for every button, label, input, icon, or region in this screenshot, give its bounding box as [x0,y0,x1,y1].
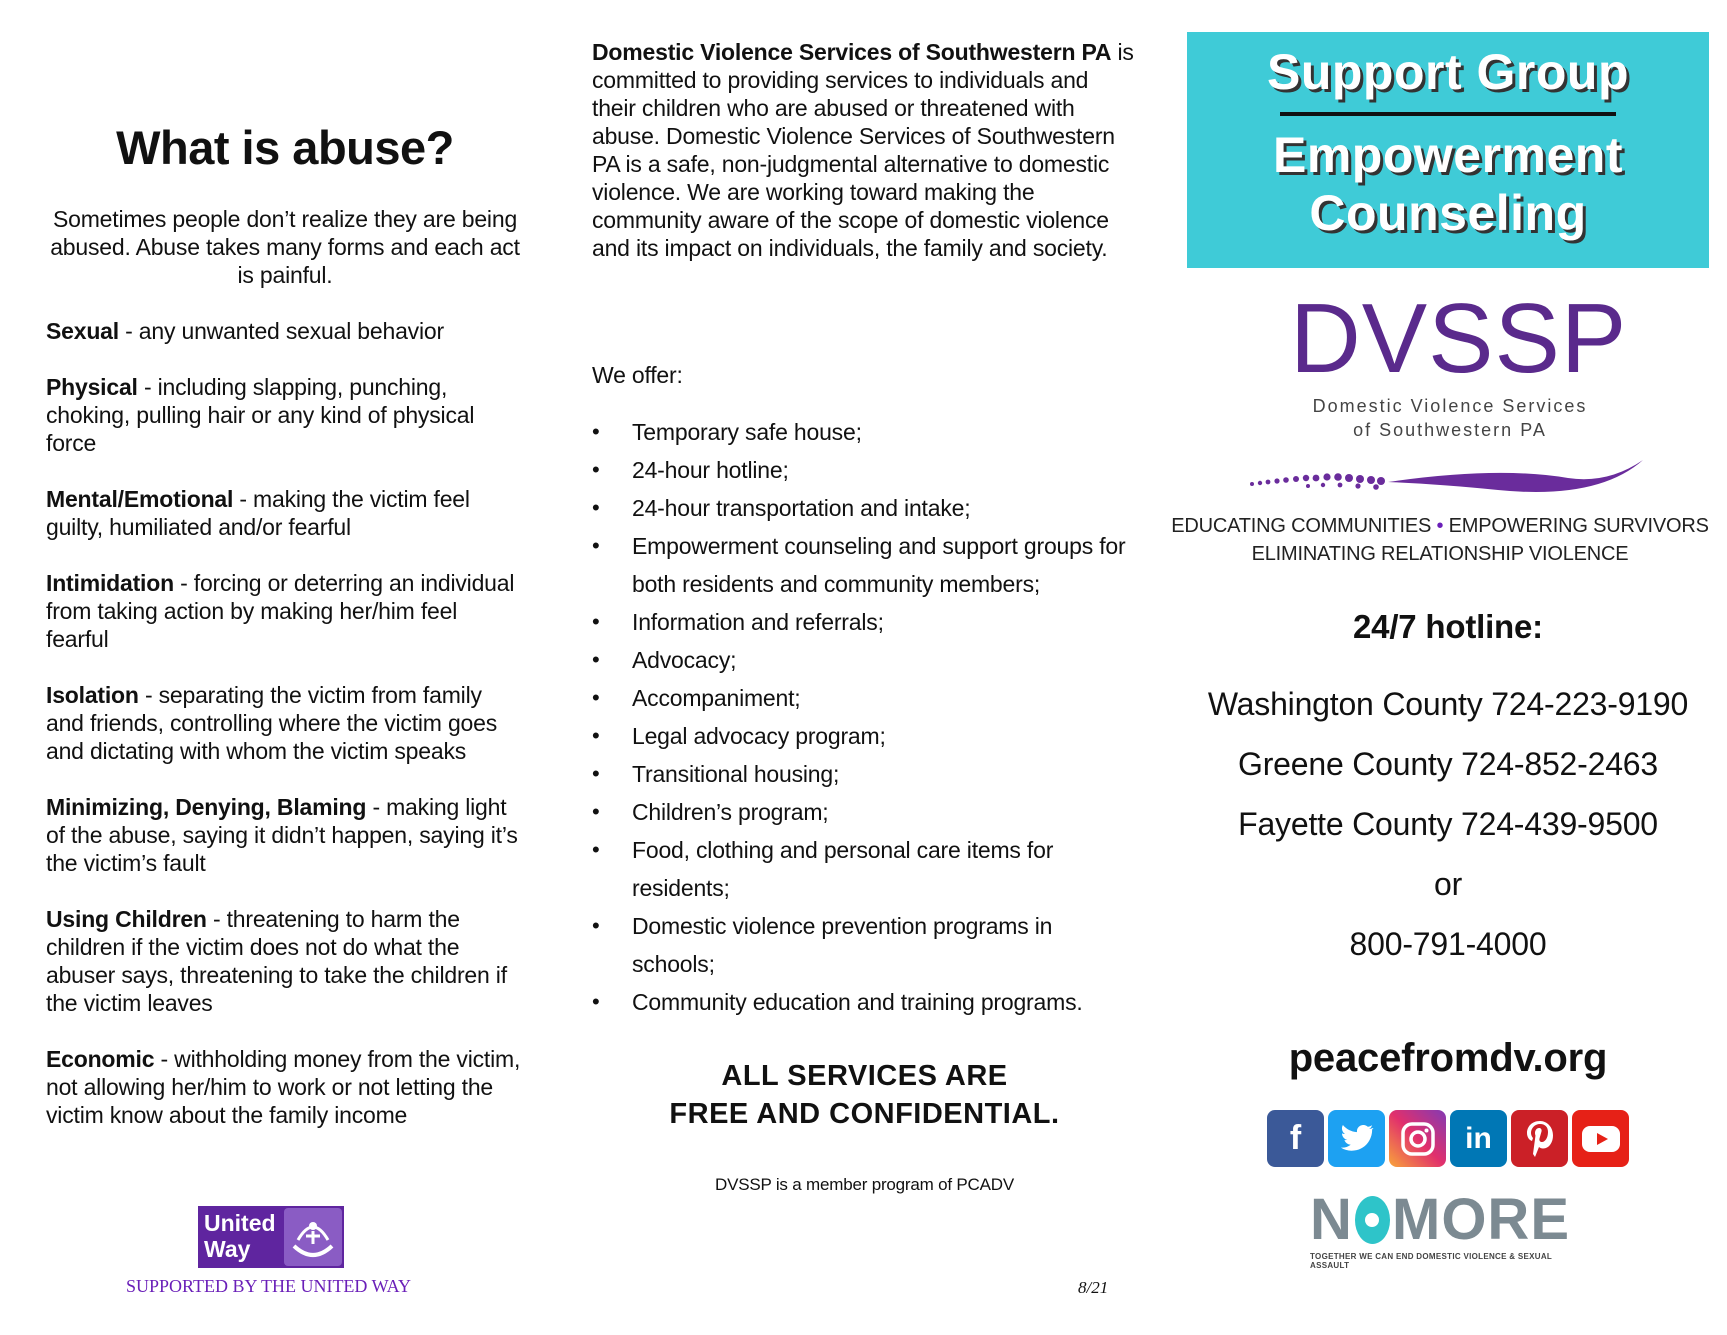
united-way-caption: SUPPORTED BY THE UNITED WAY [126,1276,411,1296]
dvssp-logo: DVSSP [1290,283,1628,393]
dotted-swoosh-icon [1248,454,1648,504]
service-item: • Advocacy; [592,641,1137,679]
hotline-fayette: Fayette County 724-439-9500 [1238,806,1658,842]
dvssp-name-line1: Domestic Violence Services [1312,396,1588,416]
service-item: • Information and referrals; [592,603,1137,641]
dvssp-full-name [1240,394,1660,442]
abuse-term: Isolation [46,682,139,708]
united-way-logo-text [204,1210,276,1262]
abuse-term: Intimidation [46,570,174,596]
abuse-desc: - withholding money from the victim, not allowing her/him to work or not letting the victim know about the family income [46,1046,521,1128]
tagline-line2: ELIMINATING RELATIONSHIP VIOLENCE [1251,543,1629,565]
free-notice-line1: ALL SERVICES ARE [721,1060,1008,1092]
hotline-national: 800-791-4000 [1349,926,1547,962]
no-more-circle-icon [1355,1196,1390,1244]
abuse-title: What is abuse? [116,121,454,174]
abuse-type-mental [46,485,524,541]
tagline-part1: EDUCATING COMMUNITIES [1171,515,1432,537]
no-more-wordmark [1310,1187,1570,1252]
org-name: Domestic Violence Services of Southwestern PA [592,39,1112,65]
banner-subtitle-line2: Counseling [1309,185,1587,241]
tagline [1170,512,1710,568]
abuse-term: Sexual [46,318,119,344]
abuse-type-economic [46,1045,524,1129]
banner-subtitle-line1: Empowerment [1272,127,1623,183]
tagline-part2: EMPOWERING SURVIVORS [1448,515,1709,537]
service-item: • Transitional housing; [592,755,1137,793]
abuse-type-isolation [46,681,524,765]
no-more-logo [1310,1187,1570,1270]
dvssp-name-line2: of Southwestern PA [1353,420,1547,440]
twitter-icon[interactable] [1328,1110,1385,1167]
tagline-line1 [1170,512,1710,540]
abuse-desc: - any unwanted sexual behavior [118,318,444,344]
united-way-logo [198,1206,344,1268]
abuse-term: Mental/Emotional [46,486,234,512]
abuse-type-minimizing [46,793,524,877]
linkedin-icon[interactable]: in [1450,1110,1507,1167]
hotline-washington: Washington County 724-223-9190 [1207,686,1689,722]
service-item: • Legal advocacy program; [592,717,1137,755]
member-note: DVSSP is a member program of PCADV [715,1175,1014,1194]
no-more-more: MORE [1392,1187,1570,1252]
abuse-type-children [46,905,524,1017]
united-way-hand-icon [282,1206,344,1268]
service-item: • Children’s program; [592,793,1137,831]
abuse-term: Minimizing, Denying, Blaming [46,794,367,820]
abuse-panel [46,120,524,1157]
free-notice-line2: FREE AND CONFIDENTIAL. [669,1098,1060,1130]
cover-banner [1187,32,1709,268]
abuse-desc: - separating the victim from family and friends, controlling where the victim goes and dictating with whom the victim speaks [46,682,498,764]
services-panel [592,38,1137,1195]
facebook-icon[interactable]: f [1267,1110,1324,1167]
service-item: • Community education and training programs. [592,983,1137,1021]
services-list [592,413,1137,1021]
service-item: • Temporary safe house; [592,413,1137,451]
abuse-desc: - making the victim feel guilty, humiliated and/or fearful [46,486,470,540]
service-item: • Domestic violence prevention programs in schools; [592,907,1137,983]
social-icons [1267,1110,1629,1167]
abuse-desc: - including slapping, punching, choking, pulling hair or any kind of physical force [46,374,475,456]
free-confidential-notice [592,1057,1137,1133]
service-item: • Food, clothing and personal care items for residents; [592,831,1137,907]
banner-divider [1280,112,1616,116]
abuse-type-intimidation [46,569,524,653]
abuse-desc: - threatening to harm the children if the victim does not do what the abuser says, threatening to take the children if the victim leaves [46,906,507,1016]
banner-title: Support Group [1267,44,1629,100]
mission-statement [592,38,1137,262]
abuse-term: Physical [46,374,138,400]
tagline-separator: • [1431,515,1449,537]
service-item: • Empowerment counseling and support groups for both residents and community members; [592,527,1137,603]
offer-intro: We offer: [592,362,683,388]
hotline-heading: 24/7 hotline: [1353,608,1543,645]
youtube-icon[interactable] [1572,1110,1629,1167]
abuse-desc: - making light of the abuse, saying it didn’t happen, saying it’s the victim’s fault [46,794,518,876]
hotline-greene: Greene County 724-852-2463 [1238,746,1658,782]
united-way-logo-line1: United [204,1210,276,1236]
service-item: • 24-hour hotline; [592,451,1137,489]
hotline-or: or [1433,866,1463,902]
abuse-intro: Sometimes people don’t realize they are being abused. Abuse takes many forms and each act is painful. [50,206,520,288]
date-code: 8/21 [1078,1278,1109,1297]
abuse-type-sexual [46,317,524,345]
no-more-tagline: TOGETHER WE CAN END DOMESTIC VIOLENCE & SEXUAL ASSAULT [1310,1252,1552,1270]
abuse-desc: - forcing or deterring an individual from taking action by making her/him feel fearful [46,570,515,652]
no-more-n: N [1310,1187,1353,1252]
abuse-term: Economic [46,1046,155,1072]
united-way-logo-line2: Way [204,1236,251,1262]
website-link[interactable]: peacefromdv.org [1288,1036,1608,1080]
service-item: • Accompaniment; [592,679,1137,717]
service-item: • 24-hour transportation and intake; [592,489,1137,527]
instagram-icon[interactable] [1389,1110,1446,1167]
abuse-term: Using Children [46,906,207,932]
banner-subtitle [1187,126,1709,242]
mission-text: is committed to providing services to individuals and their children who are abused or threatened with abuse. Domestic Violence Services of Southwestern PA is a safe, non-judgmental alternative to domestic violence. We are working toward making the community aware of the scope of domestic violence and its impact on individuals, the family and society. [592,39,1134,261]
abuse-type-physical [46,373,524,457]
pinterest-icon[interactable] [1511,1110,1568,1167]
